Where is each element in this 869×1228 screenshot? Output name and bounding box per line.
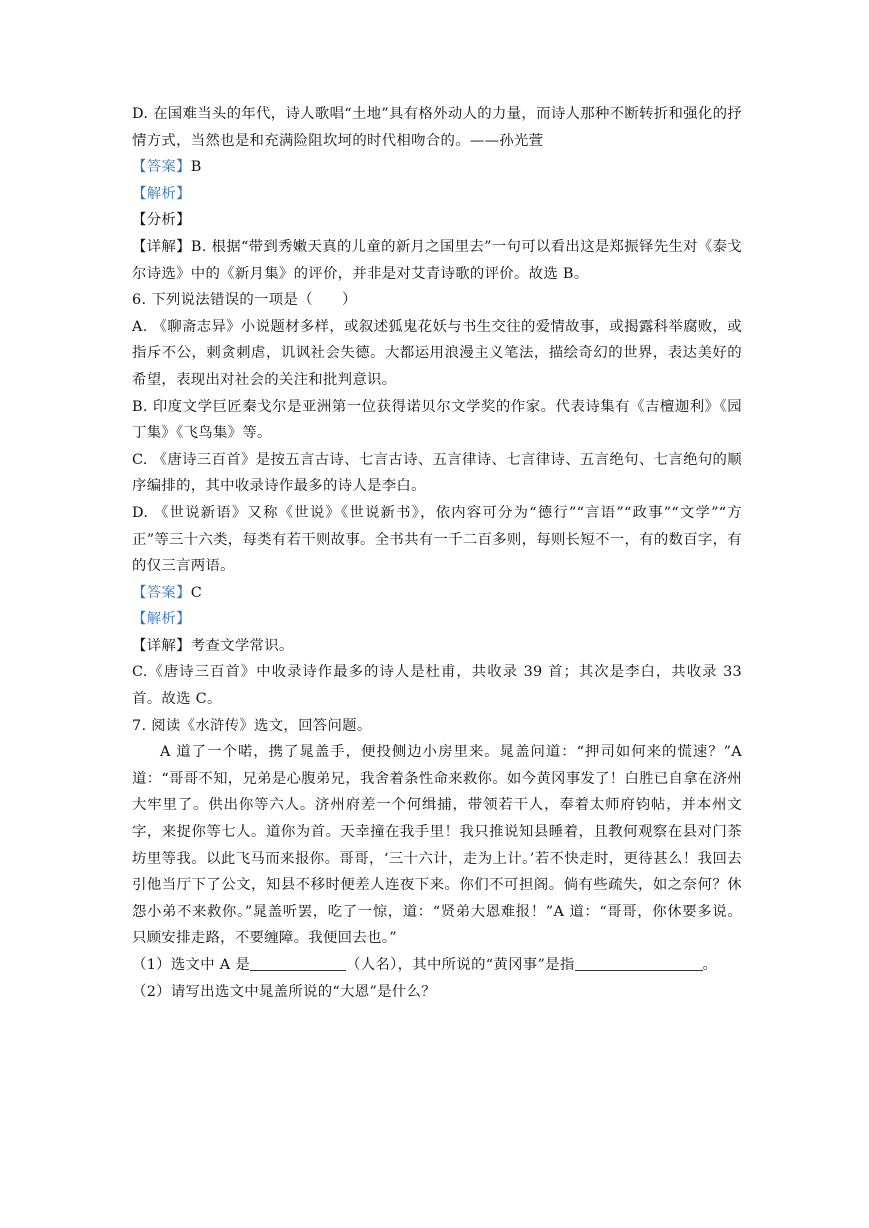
q7-passage: A 道了一个喏，携了晁盖手，便投侧边小房里来。晁盖问道：“押司如何来的慌速？”A 道：“哥哥不知，兄弟是心腹弟兄，我舍着条性命来救你。如今黄冈事发了！白胜已自拿在济州大牢里了。供出你等六人。济州府差一个何缉捕，带领若干人，奉着太师府钧帖，并本州文字，来捉你等七人。道你为首。天幸撞在我手里！我只推说知县睡着，且教何观察在县对门茶坊里等我。以此飞马而来报你。哥哥，‘三十六计，走为上计。’若不快走时，更待甚么！我回去引他当厅下了公文，知县不移时便差人连夜下来。你们不可担阁。倘有些疏失，如之奈何？休怨小弟不来救你。”晁盖听罢，吃了一惊，道：“贤弟大恩难报！”A 道：“哥哥，你休要多说。只顾安排走路，不要缠障。我便回去也。” xyxy=(132,744,742,947)
detail-tag: 【详解】 xyxy=(132,238,191,255)
sub1-text-a: （1）选文中 A 是 xyxy=(132,957,251,973)
q5-analysis-tag: 【解析】 xyxy=(132,185,191,202)
sub1-text-c: 。 xyxy=(702,957,718,973)
q6-option-c: C. 《唐诗三百首》是按五言古诗、七言古诗、五言律诗、七言律诗、五言绝句、七言绝句的顺序编排的，其中收录诗作最多的诗人是李白。 xyxy=(132,451,742,495)
detail-tag: 【详解】 xyxy=(132,637,191,654)
q6-option-d: D. 《世说新语》又称《世说》《世说新书》，依内容可分为“德行”“言语”“政事”“文学”“方正”等三十六类，每类有若干则故事。全书共有一千二百多则，每则长短不一，有的数百字，有的仅三言两语。 xyxy=(132,504,742,575)
q6-analysis-tag: 【解析】 xyxy=(132,611,191,628)
q6-option-a: A. 《聊斋志异》小说题材多样，或叙述狐鬼花妖与书生交往的爱情故事，或揭露科举腐败，或指斥不公，刺贪刺虐，讥讽社会失德。大都运用浪漫主义笔法，描绘奇幻的世界，表达美好的希望，表现出对社会的关注和批判意识。 xyxy=(132,318,742,388)
q6-detail xyxy=(132,633,742,660)
q6-stem: 6. 下列说法错误的一项是（ ） xyxy=(132,292,357,309)
answer-value: C xyxy=(190,584,203,601)
answer-blank-1[interactable] xyxy=(250,955,346,971)
detail-text: B. 根据“带到秀嫩天真的儿童的新月之国里去”一句可以看出这是郑振铎先生对《泰戈尔诗选》中的《新月集》的评价，并非是对艾青诗歌的评价。故选 B。 xyxy=(132,238,742,282)
document-content xyxy=(132,101,742,1005)
q5-detail xyxy=(132,234,742,287)
answer-tag: 【答案】 xyxy=(132,159,191,176)
q7-stem: 7. 阅读《水浒传》选文，回答问题。 xyxy=(132,717,372,734)
answer-blank-2[interactable] xyxy=(575,955,703,971)
q6-detail-2: C.《唐诗三百首》中收录诗作最多的诗人是杜甫，共收录 39 首；其次是李白，共收录 33 首。故选 C。 xyxy=(132,664,742,708)
q5-answer xyxy=(132,154,742,181)
answer-tag: 【答案】 xyxy=(132,584,191,601)
answer-value: B xyxy=(190,159,202,176)
q5-option-d: D. 在国难当头的年代，诗人歌唱“土地”具有格外动人的力量，而诗人那种不断转折和强化的抒情方式，当然也是和充满险阻坎坷的时代相吻合的。——孙光萱 xyxy=(132,106,742,149)
detail-text: 考查文学常识。 xyxy=(190,637,294,654)
q6-answer xyxy=(132,580,742,607)
sub1-text-b: （人名），其中所说的“黄冈事”是指 xyxy=(346,957,575,973)
q6-option-b: B. 印度文学巨匠秦戈尔是亚洲第一位获得诺贝尔文学奖的作家。代表诗集有《吉檀迦利》《园丁集》《飞鸟集》等。 xyxy=(132,398,742,442)
q7-sub-question-2: （2）请写出选文中晁盖所说的“大恩”是什么？ xyxy=(132,983,436,1000)
q7-sub-question-1 xyxy=(132,952,742,979)
q5-fenxi-tag: 【分析】 xyxy=(132,212,191,229)
